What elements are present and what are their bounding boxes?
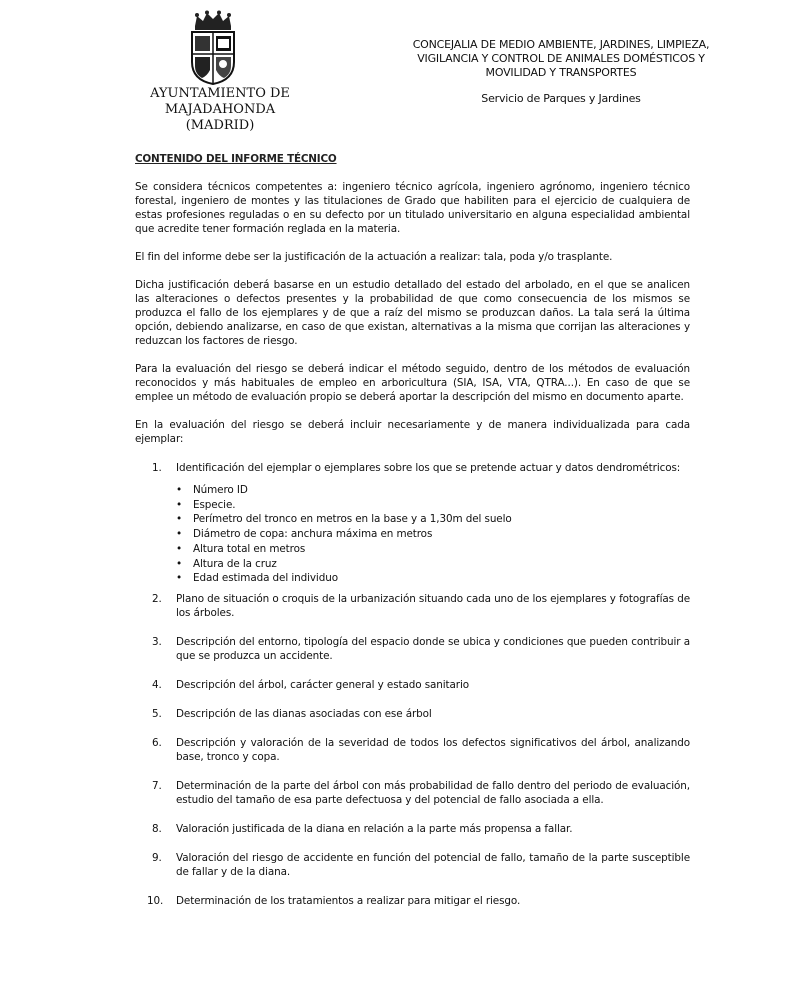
item-text: Identificación del ejemplar o ejemplares sobre los que se pretende actuar y datos dendrométricos: [176, 462, 681, 474]
department-line: CONCEJALIA DE MEDIO AMBIENTE, JARDINES, LIMPIEZA, [412, 38, 710, 51]
sub-item: • Diámetro de copa: anchura máxima en metros [175, 527, 690, 542]
item-number: 1. [152, 462, 162, 474]
paragraph: Para la evaluación del riesgo se deberá indicar el método seguido, dentro de los métodos de evaluación reconocidos y más habituales de empleo en arboricultura (SIA, ISA, VTA, QTRA...). En caso de que se emplee un método de evaluación propio se deberá aportar la descripción del mismo en documento aparte. [135, 363, 690, 403]
sub-item: • Altura de la cruz [175, 557, 690, 572]
coat-of-arms-icon [187, 10, 239, 86]
item-number: 4. [152, 678, 162, 691]
dendrometric-list [176, 483, 690, 586]
paragraph: El fin del informe debe ser la justificación de la actuación a realizar: tala, poda y/o trasplante. [135, 251, 613, 263]
item-number: 10. [147, 894, 164, 907]
municipality-name [140, 86, 300, 134]
item-number: 3. [152, 635, 162, 648]
item-text: Valoración del riesgo de accidente en función del potencial de fallo, tamaño de la parte susceptible de fallar y de la diana. [176, 851, 690, 878]
list-item [135, 736, 690, 764]
sub-item: • Número ID [175, 483, 690, 498]
item-text: Plano de situación o croquis de la urbanización situando cada uno de los ejemplares y fotografías de los árboles. [176, 592, 690, 619]
item-number: 9. [152, 851, 162, 864]
municipality-line: AYUNTAMIENTO DE [150, 86, 290, 101]
list-item [135, 461, 690, 586]
paragraph: Se considera técnicos competentes a: ingeniero técnico agrícola, ingeniero agrónomo, ingeniero técnico forestal, ingeniero de montes y las titulaciones de Grado que habiliten para el ejercicio de cualquiera de estas profesiones reguladas o en su defecto por un titulado universitario en alguna especialidad ambiental que acredite tener formación reglada en la materia. [135, 181, 690, 235]
service-name: Servicio de Parques y Jardines [481, 92, 641, 105]
sub-item: • Perímetro del tronco en metros en la base y a 1,30m del suelo [175, 512, 690, 527]
department-line: VIGILANCIA Y CONTROL DE ANIMALES DOMÉSTICOS Y [417, 52, 705, 65]
requirements-list [135, 461, 690, 908]
municipality-line: (MADRID) [185, 118, 255, 133]
list-item [135, 707, 690, 721]
sub-item: • Edad estimada del individuo [175, 571, 690, 586]
item-number: 6. [152, 736, 162, 749]
document-heading: CONTENIDO DEL INFORME TÉCNICO [135, 153, 337, 165]
item-number: 7. [152, 779, 162, 792]
item-text: Descripción y valoración de la severidad de todos los defectos significativos del árbol, analizando base, tronco y copa. [176, 736, 690, 763]
list-item [135, 894, 690, 908]
item-text: Descripción del árbol, carácter general y estado sanitario [176, 678, 470, 691]
list-item [135, 779, 690, 807]
department-line: MOVILIDAD Y TRANSPORTES [485, 66, 637, 79]
item-text: Descripción del entorno, tipología del espacio donde se ubica y condiciones que pueden contribuir a que se produzca un accidente. [176, 635, 690, 662]
list-item [135, 678, 690, 692]
list-item [135, 635, 690, 663]
sub-item: • Especie. [175, 498, 690, 513]
paragraph: Dicha justificación deberá basarse en un estudio detallado del estado del arbolado, en el que se analicen las alteraciones o defectos presentes y la probabilidad de que como consecuencia de los mismos se produzca el fallo de los ejemplares y de que a raíz del mismo se produzcan daños. La tala será la última opción, debiendo analizarse, en caso de que existan, alternativas a la misma que corrijan las alteraciones y reduzcan los factores de riesgo. [135, 279, 690, 347]
item-number: 8. [152, 822, 162, 835]
item-text: Valoración justificada de la diana en relación a la parte más propensa a fallar. [176, 822, 573, 835]
department-header [396, 38, 726, 106]
paragraph: En la evaluación del riesgo se deberá incluir necesariamente y de manera individualizada para cada ejemplar: [135, 419, 690, 445]
list-item [135, 851, 690, 879]
list-item [135, 822, 690, 836]
item-text: Determinación de los tratamientos a realizar para mitigar el riesgo. [176, 894, 521, 907]
item-text: Determinación de la parte del árbol con más probabilidad de fallo dentro del periodo de evaluación, estudio del tamaño de esa parte defectuosa y del potencial de fallo asociada a ella. [176, 779, 690, 806]
item-number: 2. [152, 592, 162, 605]
sub-item: • Altura total en metros [175, 542, 690, 557]
item-number: 5. [152, 707, 162, 720]
municipality-line: MAJADAHONDA [164, 102, 276, 117]
item-text: Descripción de las dianas asociadas con ese árbol [176, 707, 432, 720]
document-body [135, 152, 690, 923]
list-item [135, 592, 690, 620]
